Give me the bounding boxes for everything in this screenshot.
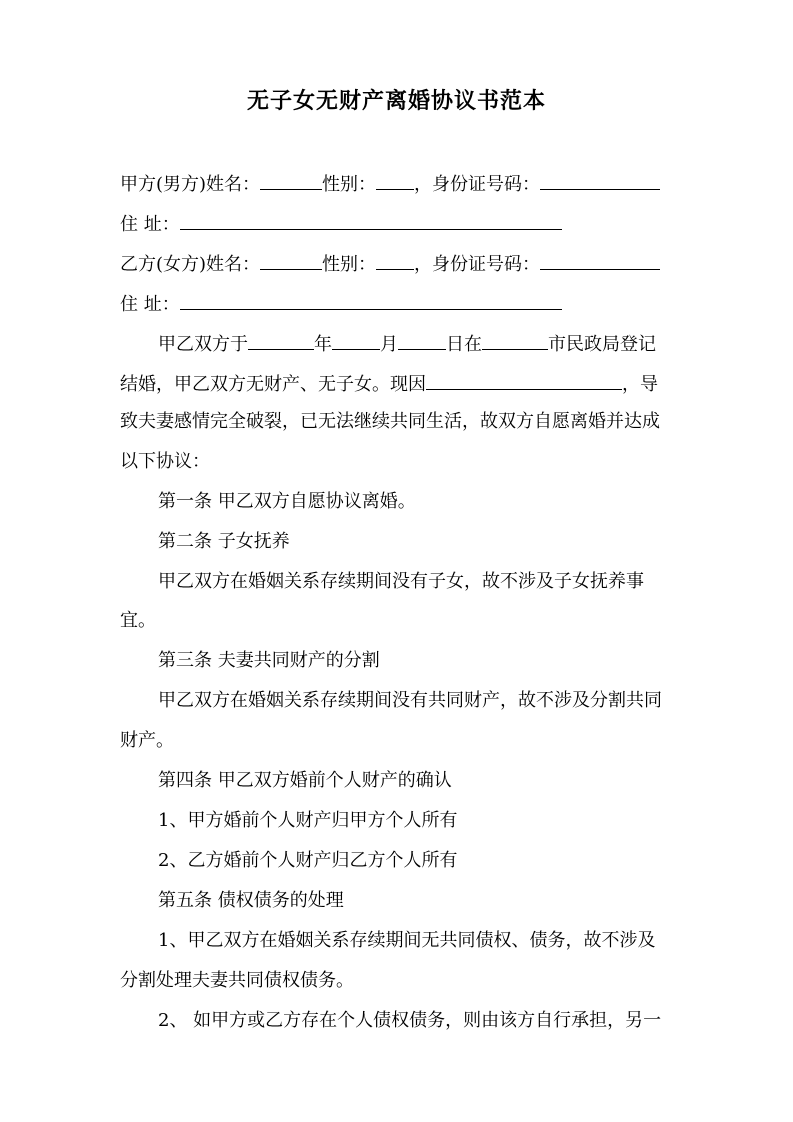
party-a-address-blank[interactable] bbox=[180, 209, 562, 230]
month-label: 月 bbox=[380, 334, 398, 355]
party-a-info-line bbox=[120, 169, 675, 199]
year-blank[interactable] bbox=[248, 329, 314, 350]
party-b-gender-blank[interactable] bbox=[376, 249, 414, 270]
party-b-gender-label: 性别： bbox=[322, 254, 377, 275]
article-3-body: 财产。 bbox=[120, 730, 174, 751]
article-5-item: 分割处理夫妻共同债权债务。 bbox=[120, 970, 354, 991]
article-2-heading: 第二条 子女抚养 bbox=[158, 531, 290, 552]
article-2-body: 甲乙双方在婚姻关系存续期间没有子女，故不涉及子女抚养事 bbox=[158, 571, 644, 592]
article-4-heading: 第四条 甲乙双方婚前个人财产的确认 bbox=[158, 770, 452, 791]
intro-text: ，导 bbox=[622, 374, 658, 395]
article-1: 第一条 甲乙双方自愿协议离婚。 bbox=[158, 491, 416, 512]
article-5-heading: 第五条 债权债务的处理 bbox=[158, 890, 344, 911]
party-b-id-blank[interactable] bbox=[540, 249, 660, 270]
month-blank[interactable] bbox=[332, 329, 380, 350]
party-a-name-blank[interactable] bbox=[260, 169, 322, 190]
party-b-address-label: 住 址： bbox=[120, 294, 180, 315]
year-label: 年 bbox=[314, 334, 332, 355]
party-a-gender-blank[interactable] bbox=[376, 169, 414, 190]
document-title: 无子女无财产离婚协议书范本 bbox=[246, 88, 546, 114]
intro-line-2 bbox=[120, 369, 675, 399]
day-label: 日在 bbox=[446, 334, 482, 355]
party-b-name-blank[interactable] bbox=[260, 249, 322, 270]
party-b-address-line bbox=[120, 289, 675, 319]
article-3-heading: 第三条 夫妻共同财产的分割 bbox=[158, 650, 380, 671]
article-3-body: 甲乙双方在婚姻关系存续期间没有共同财产，故不涉及分割共同 bbox=[158, 690, 662, 711]
article-5-item: 1、甲乙双方在婚姻关系存续期间无共同债权、债务，故不涉及 bbox=[158, 930, 656, 951]
party-a-gender-label: 性别： bbox=[322, 174, 377, 195]
party-a-id-blank[interactable] bbox=[540, 169, 660, 190]
article-4-item: 1、甲方婚前个人财产归甲方个人所有 bbox=[158, 810, 458, 831]
intro-text: 甲乙双方于 bbox=[158, 334, 248, 355]
intro-line-3: 致夫妻感情完全破裂，已无法继续共同生活，故双方自愿离婚并达成 bbox=[120, 411, 660, 432]
party-b-address-blank[interactable] bbox=[180, 289, 562, 310]
article-5-item: 2、 如甲方或乙方存在个人债权债务，则由该方自行承担，另一 bbox=[158, 1010, 662, 1031]
party-a-id-label: ，身份证号码： bbox=[414, 174, 541, 195]
article-2-body: 宜。 bbox=[120, 610, 156, 631]
day-blank[interactable] bbox=[398, 329, 446, 350]
party-b-name-label: 乙方(女方)姓名： bbox=[120, 254, 261, 275]
city-blank[interactable] bbox=[482, 329, 548, 350]
party-b-id-label: ，身份证号码： bbox=[414, 254, 541, 275]
party-a-name-label: 甲方(男方)姓名： bbox=[120, 174, 261, 195]
intro-line-4: 以下协议： bbox=[120, 451, 210, 472]
party-a-address-line bbox=[120, 209, 675, 239]
intro-line-1 bbox=[158, 329, 675, 359]
registry-text: 市民政局登记 bbox=[548, 334, 656, 355]
reason-blank[interactable] bbox=[426, 369, 622, 390]
intro-text: 结婚，甲乙双方无财产、无子女。现因 bbox=[120, 374, 426, 395]
party-a-address-label: 住 址： bbox=[120, 214, 180, 235]
party-b-info-line bbox=[120, 249, 675, 279]
article-4-item: 2、乙方婚前个人财产归乙方个人所有 bbox=[158, 850, 458, 871]
